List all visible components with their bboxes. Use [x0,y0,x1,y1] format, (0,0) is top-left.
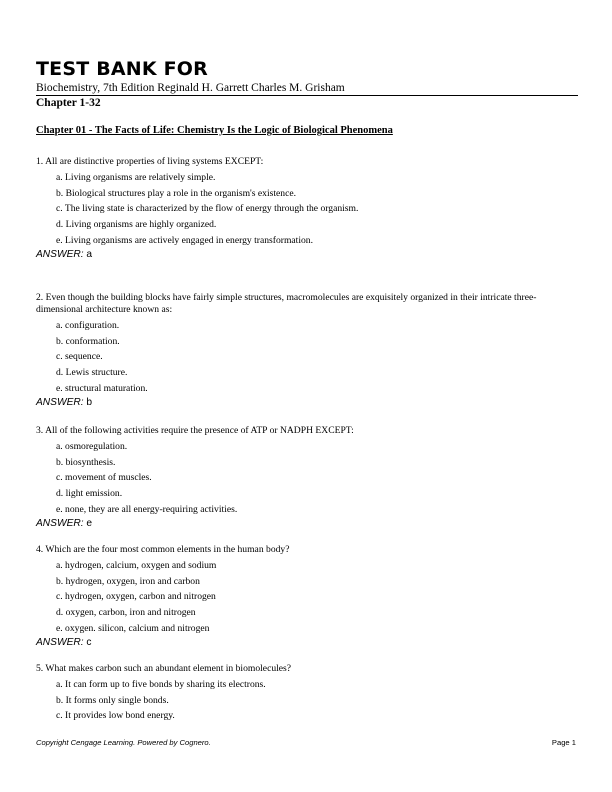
question-stem: 5. What makes carbon such an abundant element in biomolecules? [36,663,292,674]
question-2 [36,292,576,409]
footer-copyright: Copyright Cengage Learning. Powered by Cognero. [36,738,211,747]
option: c. movement of muscles. [56,472,152,484]
option: a. configuration. [56,320,120,331]
answer-value: c [86,637,92,649]
option: e. none, they are all energy-requiring activities. [56,503,238,515]
option: c. It provides low bond energy. [56,710,175,722]
options-list [36,318,576,396]
answer-label: ANSWER: [36,397,84,409]
option: e. Living organisms are actively engaged in energy transformation. [56,234,313,246]
option: c. The living state is characterized by the flow of energy through the organism. [56,203,359,215]
answer-line [36,517,576,530]
options-list [36,439,576,517]
option: a. hydrogen, calcium, oxygen and sodium [56,560,217,571]
option: c. sequence. [56,351,103,363]
page-number: Page 1 [551,738,576,747]
question-5 [36,663,576,724]
question-stem: 1. All are distinctive properties of living systems EXCEPT: [36,156,264,167]
option: e. oxygen. silicon, calcium and nitrogen [56,622,210,634]
answer-value: b [86,397,93,409]
answer-label: ANSWER: [36,518,84,530]
question-stem: 4. Which are the four most common elements in the human body? [36,544,290,555]
options-list [36,677,576,724]
question-stem: 2. Even though the building blocks have fairly simple structures, macromolecules are exquisitely organized in their intricate three-dimensional architecture known as: [36,292,537,315]
option: a. Living organisms are relatively simple. [56,172,216,183]
option: b. Biological structures play a role in the organism's existence. [56,187,297,199]
option: d. Living organisms are highly organized. [56,219,217,231]
chapter-range: Chapter 1-32 [36,97,101,109]
chapter-title: Chapter 01 - The Facts of Life: Chemistry Is the Logic of Biological Phenomena [36,125,393,136]
question-1 [36,156,576,261]
answer-line [36,396,576,409]
option: b. It forms only single bonds. [56,694,169,706]
answer-label: ANSWER: [36,637,84,649]
option: d. Lewis structure. [56,367,128,379]
options-list [36,170,576,248]
answer-label: ANSWER: [36,249,84,261]
question-stem: 3. All of the following activities require the presence of ATP or NADPH EXCEPT: [36,425,354,436]
header-divider [36,95,578,96]
option: a. It can form up to five bonds by sharing its electrons. [56,679,266,690]
question-4 [36,544,576,649]
option: e. structural maturation. [56,382,148,394]
option: b. biosynthesis. [56,456,116,468]
option: a. osmoregulation. [56,441,128,452]
answer-line [36,636,576,649]
option: d. light emission. [56,488,123,500]
option: c. hydrogen, oxygen, carbon and nitrogen [56,591,216,603]
test-bank-title: TEST BANK FOR [36,58,208,80]
option: d. oxygen, carbon, iron and nitrogen [56,607,196,619]
options-list [36,558,576,636]
question-3 [36,425,576,530]
option: b. conformation. [56,335,120,347]
answer-value: e [86,518,93,530]
option: b. hydrogen, oxygen, iron and carbon [56,575,200,587]
answer-value: a [86,249,93,261]
book-subtitle: Biochemistry, 7th Edition Reginald H. Garrett Charles M. Grisham [36,82,345,94]
answer-line [36,248,576,261]
